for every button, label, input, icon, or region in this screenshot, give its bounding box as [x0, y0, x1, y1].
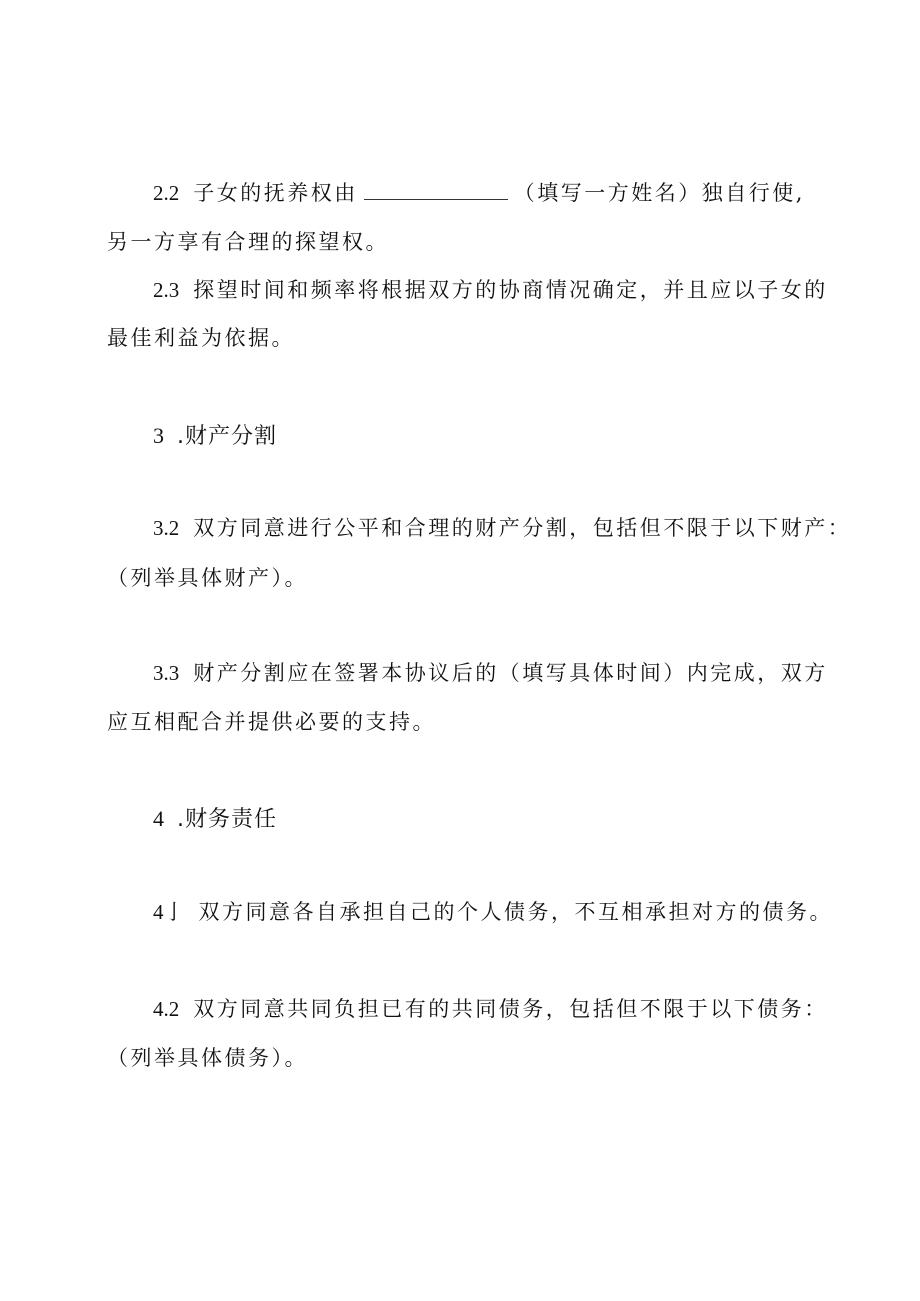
heading-title: .财产分割 [177, 424, 277, 449]
clause-3-3-continued: 应互相配合并提供必要的支持。 [107, 710, 436, 734]
clause-3-3 [153, 658, 828, 688]
clause-2-2 [153, 178, 805, 208]
heading-title: .财务责任 [177, 807, 277, 832]
clause-number: 4.2 [153, 997, 180, 1021]
clause-number: 2.3 [153, 278, 180, 302]
clause-text: 探望时间和频率将根据双方的协商情况确定，并且应以子女的 [193, 278, 828, 302]
clause-4-2 [153, 994, 828, 1024]
clause-number: 2.2 [153, 181, 180, 205]
clause-text: （填写一方姓名）独自行使, [513, 181, 805, 205]
section-heading-4 [153, 804, 277, 835]
clause-number: 4亅 [153, 900, 185, 924]
clause-text: 双方同意共同负担已有的共同债务，包括但不限于以下债务： [193, 997, 828, 1021]
clause-text: 子女的抚养权由 [193, 181, 358, 205]
clause-2-3 [153, 275, 828, 305]
clause-4-1 [153, 897, 833, 927]
clause-3-2 [153, 513, 851, 543]
clause-text: 双方同意进行公平和合理的财产分割，包括但不限于以下财产： [193, 516, 852, 540]
clause-number: 3.2 [153, 516, 180, 540]
clause-text: 双方同意各自承担自己的个人债务，不互相承担对方的债务。 [198, 900, 833, 924]
clause-number: 3.3 [153, 661, 180, 685]
clause-3-2-continued: （列举具体财产）。 [107, 566, 308, 590]
clause-2-2-continued: 另一方享有合理的探望权。 [107, 230, 389, 254]
heading-number: 3 [153, 423, 165, 448]
clause-4-2-continued: （列举具体债务）。 [107, 1046, 308, 1070]
heading-number: 4 [153, 806, 165, 831]
section-heading-3 [153, 421, 277, 452]
blank-line [364, 183, 508, 200]
clause-2-3-continued: 最佳利益为依据。 [107, 326, 295, 350]
clause-text: 财产分割应在签署本协议后的（填写具体时间）内完成，双方 [193, 661, 828, 685]
